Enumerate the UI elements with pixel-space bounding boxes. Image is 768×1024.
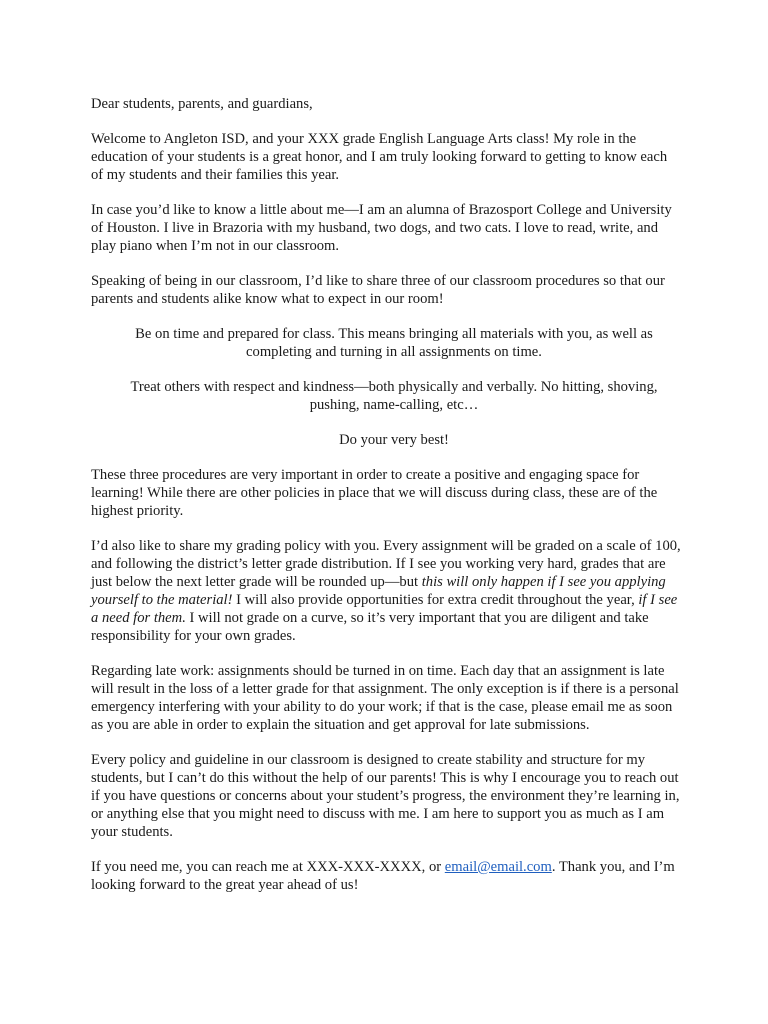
contact-text-after: . Thank you, and I’m looking forward to the great year ahead of us!: [91, 859, 675, 893]
procedures-intro-paragraph: Speaking of being in our classroom, I’d like to share three of our classroom procedures so that our parents and students alike know what to expect in our room!: [91, 273, 665, 307]
grading-text-3: I will not grade on a curve, so it’s very important that you are diligent and take responsibility for your own grades.: [91, 610, 649, 644]
support-paragraph: Every policy and guideline in our classroom is designed to create stability and structure for my students, but I can’t do this without the help of our parents! This is why I encourage you to reach out if you have questions or concerns about your student’s progress, the environment they’re learning in, or anything else that you might need to discuss with me. I am here to support you as much as I am your students.: [91, 752, 680, 840]
late-work-paragraph: Regarding late work: assignments should be turned in on time. Each day that an assignment is late will result in the loss of a letter grade for that assignment. The only exception is if there is a personal emergency interfering with your ability to do your work; if that is the case, please email me as soon as you are able in order to explain the situation and get approval for late submissions.: [91, 663, 679, 733]
grading-text-1: I’d also like to share my grading policy with you. Every assignment will be graded on a scale of 100, and following the district’s letter grade distribution. If I see you working very hard, grades that are just below the next letter grade will be rounded up—but: [91, 538, 681, 590]
grading-emphasis-1: this will only happen if I see you applying yourself to the material!: [91, 574, 666, 608]
about-me-paragraph: In case you’d like to know a little about me—I am an alumna of Brazosport College and University of Houston. I live in Brazoria with my husband, two dogs, and two cats. I love to read, write, and play piano when I’m not in our classroom.: [91, 202, 672, 254]
procedures-importance-paragraph: These three procedures are very important in order to create a positive and engaging space for learning! While there are other policies in place that we will discuss during class, these are of the highest priority.: [91, 467, 658, 519]
grading-policy-paragraph: [91, 537, 681, 645]
procedure-item-1: Be on time and prepared for class. This means bringing all materials with you, as well as completing and turning in all assignments on time.: [135, 326, 653, 360]
procedure-item-2: Treat others with respect and kindness—both physically and verbally. No hitting, shoving, pushing, name-calling, etc…: [130, 379, 658, 413]
grading-emphasis-2: if I see a need for them.: [91, 592, 678, 626]
grading-text-2: I will also provide opportunities for extra credit throughout the year,: [232, 592, 639, 608]
email-link[interactable]: email@email.com: [444, 859, 552, 875]
intro-paragraph: Welcome to Angleton ISD, and your XXX grade English Language Arts class! My role in the education of your students is a great honor, and I am truly looking forward to getting to know each of my students and their families this year.: [91, 131, 668, 183]
greeting: Dear students, parents, and guardians,: [91, 96, 313, 112]
contact-text-before: If you need me, you can reach me at XXX-XXX-XXXX, or: [91, 859, 445, 875]
contact-paragraph: [91, 858, 681, 894]
letter-body: [91, 95, 681, 911]
procedure-item-3: Do your very best!: [339, 432, 449, 448]
